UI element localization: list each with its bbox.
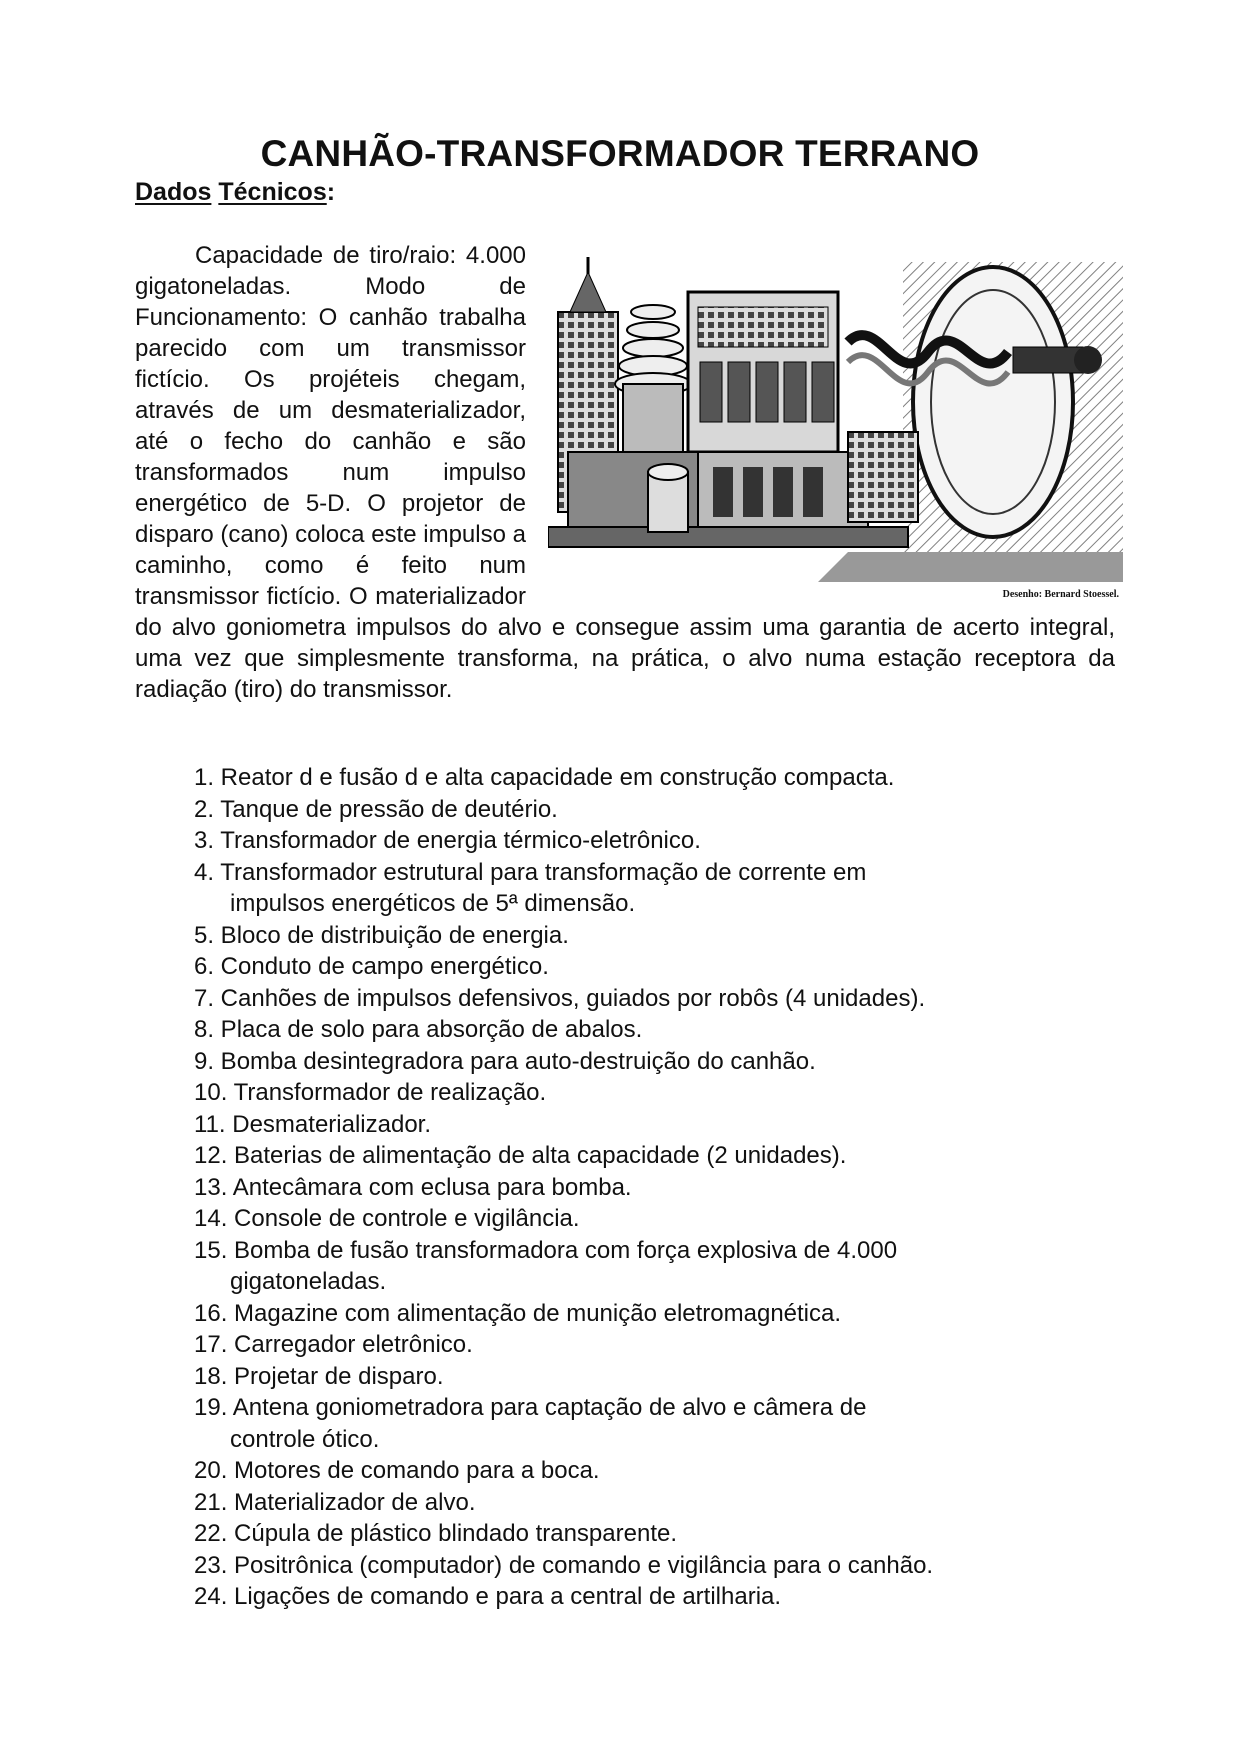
list-item-continuation: controle ótico. — [230, 1425, 380, 1453]
list-item — [194, 983, 1050, 1015]
list-item-text: 15. Bomba de fusão transformadora com força explosiva de 4.000 — [194, 1236, 898, 1264]
list-item-continuation: gigatoneladas. — [230, 1268, 387, 1295]
cannon-illustration — [548, 252, 1123, 612]
list-item — [194, 1014, 1050, 1046]
list-item — [194, 1392, 1050, 1455]
parts-list — [194, 762, 1050, 1613]
list-item — [194, 1298, 1050, 1330]
list-item-continuation: impulsos energéticos de 5ª dimensão. — [230, 890, 636, 917]
list-item-text: 6. Conduto de campo energético. — [194, 953, 549, 980]
list-item — [194, 1455, 1050, 1487]
list-item-text: 20. Motores de comando para a boca. — [194, 1457, 600, 1484]
list-item-text: 5. Bloco de distribuição de energia. — [194, 921, 569, 949]
list-item — [194, 857, 1050, 920]
list-item-text: 22. Cúpula de plástico blindado transparente. — [194, 1520, 677, 1547]
list-item — [194, 1550, 1050, 1582]
list-item — [194, 1235, 1050, 1298]
list-item — [194, 762, 1050, 794]
list-item — [194, 825, 1050, 857]
list-item — [194, 1581, 1050, 1613]
figure-credit: Desenho: Bernard Stoessel. — [1002, 589, 1119, 600]
list-item-text: 10. Transformador de realização. — [194, 1079, 547, 1106]
list-item-text: 2. Tanque de pressão de deutério. — [194, 795, 558, 823]
list-item-text: 18. Projetar de disparo. — [194, 1362, 444, 1390]
list-item-text: 9. Bomba desintegradora para auto-destruição do canhão. — [194, 1047, 816, 1075]
intro-paragraph — [135, 240, 1119, 705]
list-item — [194, 1172, 1050, 1204]
list-item-text: 16. Magazine com alimentação de munição eletromagnética. — [194, 1299, 842, 1327]
page-title: CANHÃO-TRANSFORMADOR TERRANO — [260, 133, 980, 174]
list-item — [194, 1077, 1050, 1109]
list-item — [194, 1487, 1050, 1519]
list-item — [194, 1361, 1050, 1393]
list-item — [194, 1518, 1050, 1550]
list-item-text: 4. Transformador estrutural para transformação de corrente em — [194, 858, 867, 886]
list-item-text: 13. Antecâmara com eclusa para bomba. — [194, 1173, 632, 1201]
list-item-text: 8. Placa de solo para absorção de abalos. — [194, 1016, 643, 1043]
list-item-text: 3. Transformador de energia térmico-eletrônico. — [194, 827, 701, 854]
list-item-text: 19. Antena goniometradora para captação de alvo e câmera de — [194, 1394, 867, 1421]
section-heading — [135, 176, 335, 208]
list-item — [194, 1109, 1050, 1141]
list-item — [194, 1203, 1050, 1235]
list-item-text: 17. Carregador eletrônico. — [194, 1331, 473, 1358]
list-item — [194, 951, 1050, 983]
section-heading-colon: : — [326, 178, 336, 206]
list-item-text: 1. Reator d e fusão d e alta capacidade em construção compacta. — [194, 764, 895, 791]
list-item-text: 12. Baterias de alimentação de alta capacidade (2 unidades). — [194, 1142, 847, 1169]
list-item-text: 14. Console de controle e vigilância. — [194, 1205, 580, 1232]
section-heading-word-1: Dados — [135, 178, 212, 206]
list-item — [194, 1046, 1050, 1078]
list-item-text: 7. Canhões de impulsos defensivos, guiados por robôs (4 unidades). — [194, 984, 926, 1012]
list-item-text: 21. Materializador de alvo. — [194, 1488, 476, 1516]
intro-text: Capacidade de tiro/raio: 4.000 gigatoneladas. Modo de Funcionamento: O canhão trabalha parecido com um transmissor fictício. Os projéteis chegam, através de um desmaterializador, até o fecho do canhão e são transformados num impulso energético de 5-D. O projetor de disparo (cano) coloca este impulso a caminho, como é feito num transmissor fictício. O materializador do alvo goniometra impulsos do alvo e consegue assim uma garantia de acerto integral, uma vez que simplesmente transforma, na prática, o alvo numa estação receptora da radiação (tiro) do transmissor. — [135, 242, 1115, 703]
list-item — [194, 1140, 1050, 1172]
list-item-text: 23. Positrônica (computador) de comando e vigilância para o canhão. — [194, 1551, 934, 1579]
list-item — [194, 794, 1050, 826]
list-item — [194, 1329, 1050, 1361]
section-heading-word-2: Técnicos — [218, 178, 327, 206]
cannon-drawing — [548, 252, 1123, 612]
list-item-text: 24. Ligações de comando e para a central de artilharia. — [194, 1583, 782, 1610]
list-item-text: 11. Desmaterializador. — [194, 1110, 431, 1138]
list-item — [194, 920, 1050, 952]
